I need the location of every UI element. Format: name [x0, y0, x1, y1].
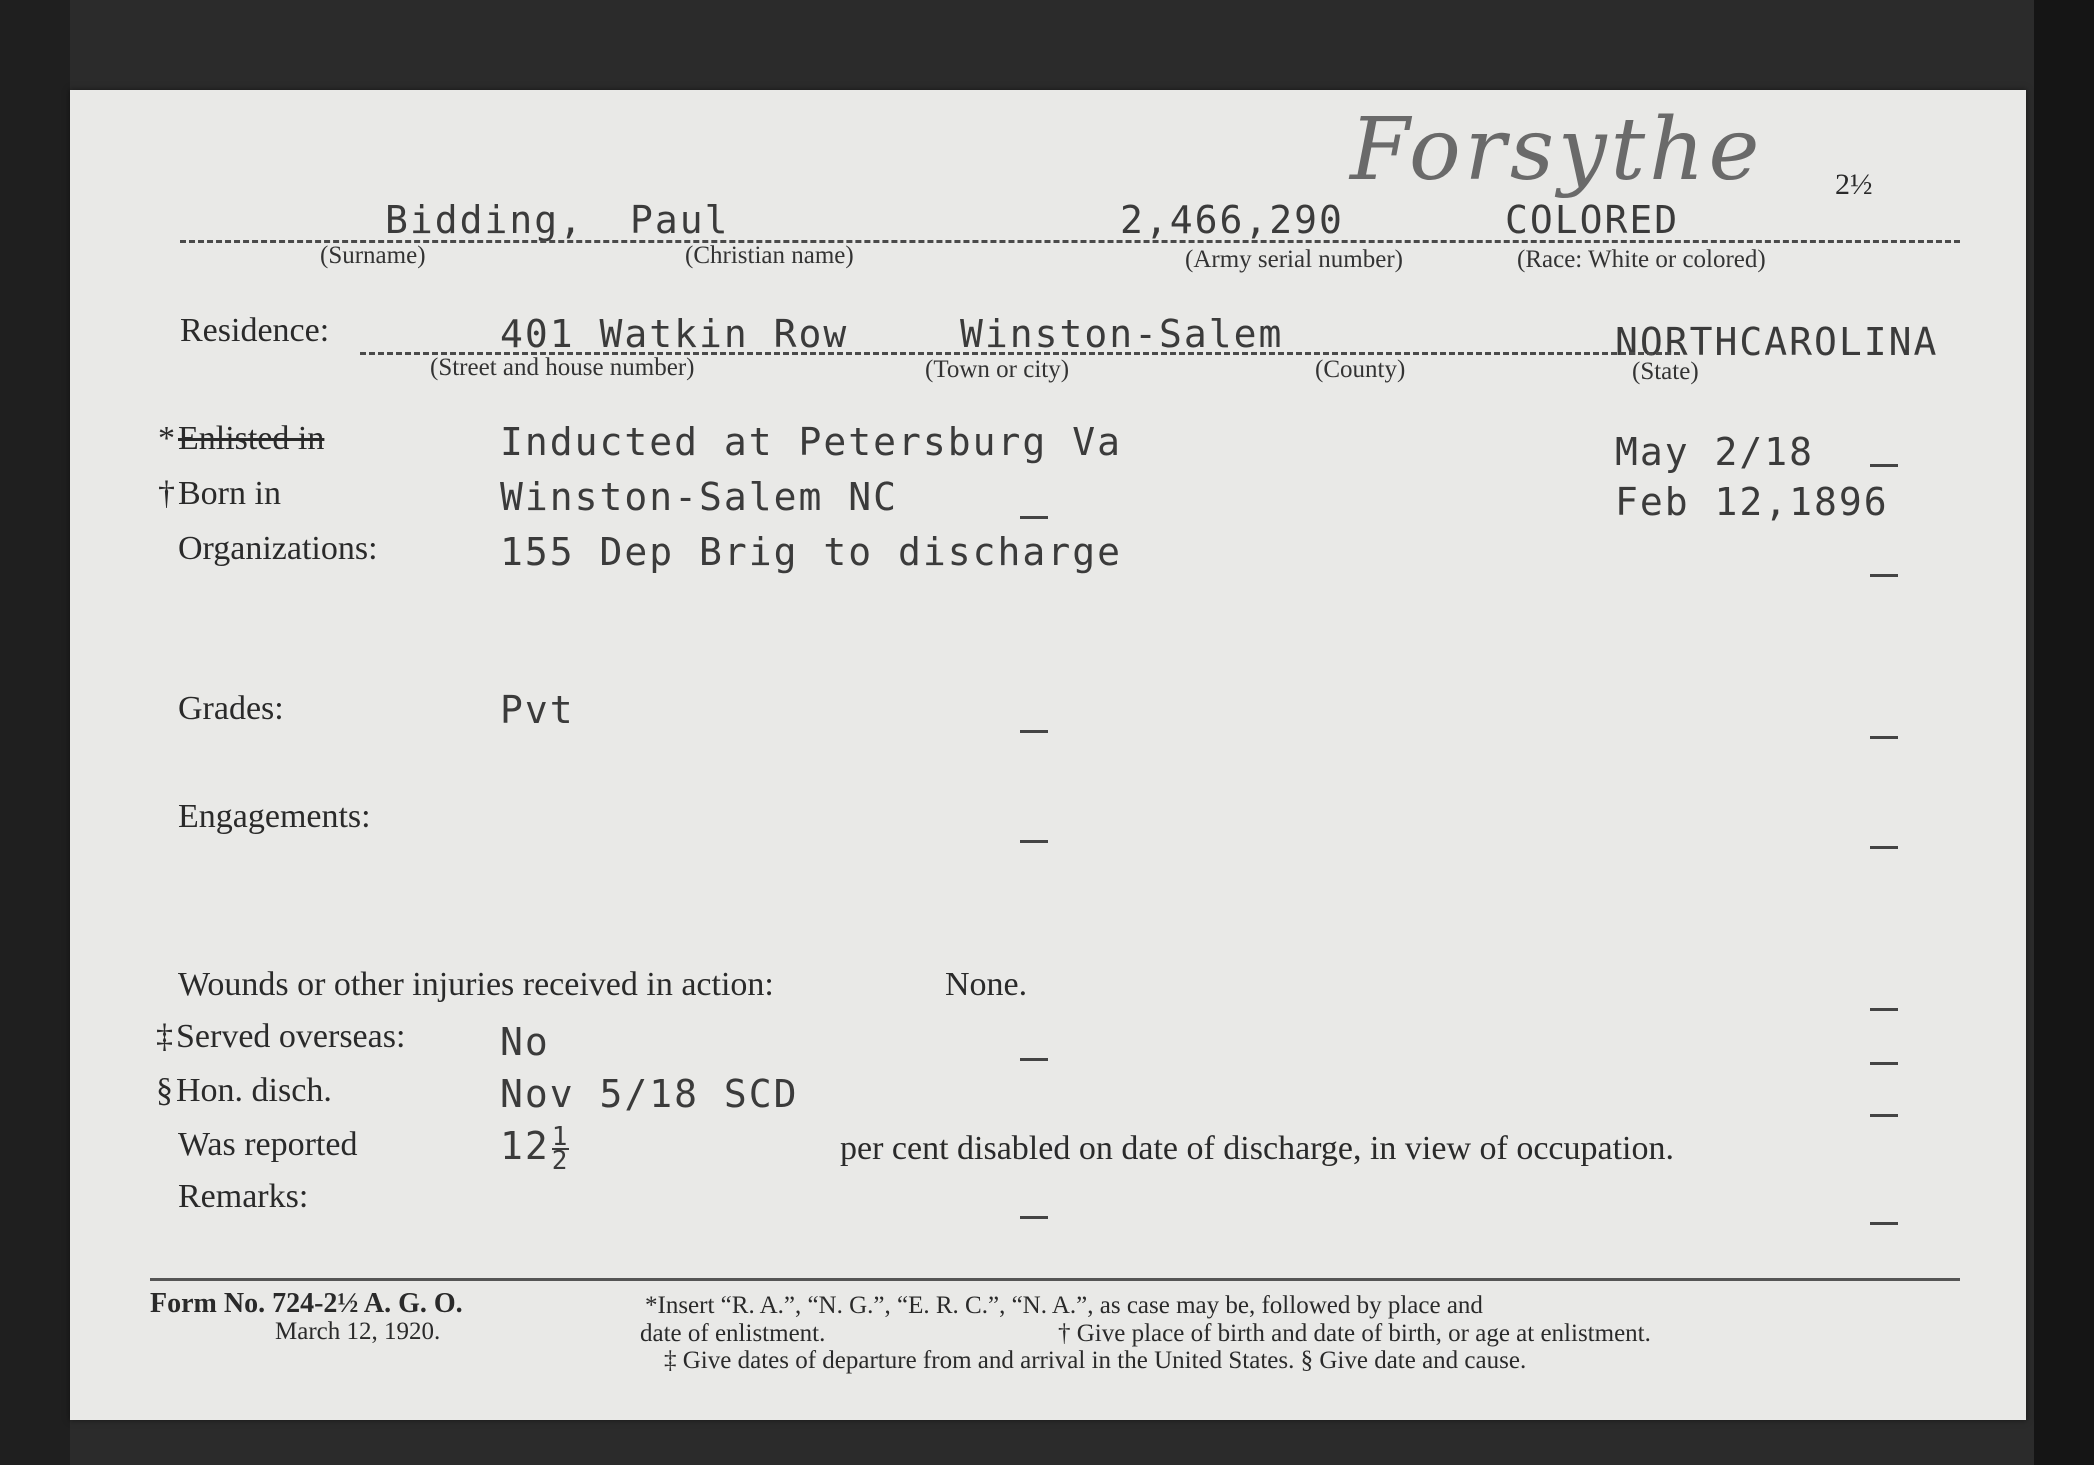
card-number: 2½: [1835, 168, 1873, 201]
reported-denominator: 2: [551, 1145, 570, 1176]
organizations-label: Organizations:: [178, 530, 378, 567]
footer-note-2a: date of enlistment.: [640, 1320, 826, 1347]
footer-note-2b: † Give place of birth and date of birth, or age at enlistment.: [1058, 1320, 1651, 1347]
enlisted-date: May 2/18: [1615, 430, 1815, 474]
entry-dash: [1870, 1008, 1898, 1011]
form-number-text: Form No. 724-2½ A. G. O.: [150, 1288, 463, 1319]
surname-caption: (Surname): [320, 242, 426, 269]
wounds-label: Wounds or other injuries received in action:: [178, 966, 774, 1003]
engagements-label: Engagements:: [178, 798, 371, 835]
footer-note-3: ‡ Give dates of departure from and arrival in the United States. § Give date and cause.: [664, 1347, 1527, 1374]
overseas-label: Served overseas:: [176, 1018, 406, 1055]
state-caption: (State): [1632, 358, 1699, 385]
header-rule: [180, 240, 1960, 243]
residence-state: NORTHCAROLINA: [1615, 320, 1939, 364]
organizations-value: 155 Dep Brig to discharge: [500, 530, 1122, 574]
reported-whole: 12: [500, 1124, 550, 1168]
born-label: Born in: [178, 475, 281, 512]
scan-frame-left: [0, 0, 70, 1465]
entry-dash: [1870, 736, 1898, 739]
enlisted-marker: *: [158, 420, 175, 457]
scan-frame-right: [2034, 0, 2094, 1465]
entry-dash: [1870, 846, 1898, 849]
residence-street: 401 Watkin Row: [500, 312, 849, 356]
wounds-value: None.: [945, 966, 1028, 1003]
enlisted-label: Enlisted in: [178, 420, 325, 457]
remarks-label: Remarks:: [178, 1178, 309, 1215]
form-date: March 12, 1920.: [275, 1318, 441, 1345]
form-number: [150, 1290, 463, 1318]
reported-fraction: [551, 1121, 570, 1176]
overseas-value: No: [500, 1020, 550, 1064]
town-caption: (Town or city): [925, 356, 1070, 383]
footer-rule: [150, 1278, 1960, 1281]
entry-dash: [1020, 1216, 1048, 1219]
footer-note-1: *Insert “R. A.”, “N. G.”, “E. R. C.”, “N. A.”, as case may be, followed by place and: [645, 1292, 1483, 1319]
entry-dash: [1870, 1114, 1898, 1117]
street-caption: (Street and house number): [430, 354, 695, 381]
entry-dash: [1020, 840, 1048, 843]
county-caption: (County): [1315, 356, 1406, 383]
born-marker: †: [158, 475, 175, 512]
christian-name-caption: (Christian name): [685, 242, 854, 269]
disch-label: Hon. disch.: [176, 1072, 332, 1109]
disch-marker: §: [156, 1072, 173, 1109]
entry-dash: [1870, 574, 1898, 577]
entry-dash: [1020, 516, 1048, 519]
entry-dash: [1870, 464, 1898, 467]
residence-town: Winston-Salem: [960, 312, 1284, 356]
race-caption: (Race: White or colored): [1517, 246, 1766, 273]
overseas-marker: ‡: [156, 1018, 173, 1055]
grades-label: Grades:: [178, 690, 284, 727]
county-handwritten: Forsythe: [1350, 100, 1764, 200]
entry-dash: [1870, 1222, 1898, 1225]
born-date: Feb 12,1896: [1615, 480, 1889, 524]
serial-number-value: 2,466,290: [1120, 198, 1344, 242]
entry-dash: [1020, 730, 1048, 733]
enlisted-value: Inducted at Petersburg Va: [500, 420, 1122, 464]
disch-value: Nov 5/18 SCD: [500, 1072, 799, 1116]
reported-value: [500, 1121, 570, 1176]
serial-number-caption: (Army serial number): [1185, 246, 1403, 273]
service-record-card: [70, 90, 2026, 1420]
reported-numerator: 1: [551, 1121, 570, 1152]
entry-dash: [1870, 1062, 1898, 1065]
entry-dash: [1020, 1058, 1048, 1061]
reported-text: per cent disabled on date of discharge, in view of occupation.: [840, 1130, 1674, 1167]
race-value: COLORED: [1505, 198, 1680, 242]
grades-value: Pvt: [500, 688, 575, 732]
residence-label: Residence:: [180, 312, 330, 349]
reported-label: Was reported: [178, 1126, 358, 1163]
born-value: Winston-Salem NC: [500, 475, 899, 519]
christian-name-value: Paul: [630, 198, 730, 242]
surname-value: Bidding,: [385, 198, 585, 242]
